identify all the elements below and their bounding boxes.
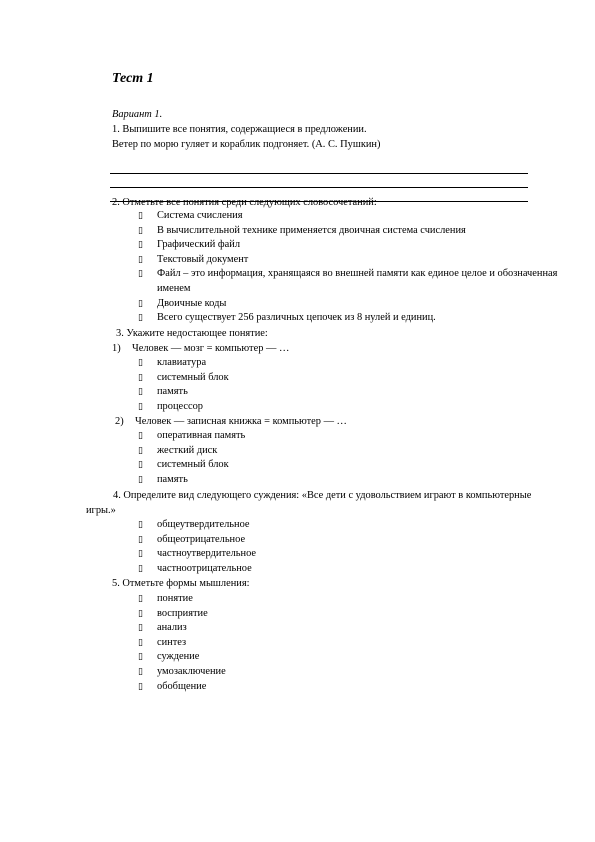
question-3-prompt: 3. Укажите недостающее понятие: [116, 328, 268, 339]
question-3-sub-2 [115, 415, 347, 430]
checkbox-icon: ▯ [138, 563, 143, 574]
option-item: ▯ синтез [138, 636, 558, 651]
question-1-prompt: 1. Выпишите все понятия, содержащиеся в предложении. [112, 124, 367, 135]
checkbox-icon: ▯ [138, 608, 143, 619]
option-item: ▯ оперативная память [138, 429, 558, 444]
option-item: ▯ клавиатура [138, 356, 558, 371]
question-1-quote: Ветер по морю гуляет и кораблик подгоняет. (А. С. Пушкин) [112, 138, 381, 150]
option-item: ▯ частноотрицательное [138, 562, 558, 577]
checkbox-icon: ▯ [138, 211, 143, 221]
question-3-sub-2-options [138, 429, 558, 487]
sub-text: Человек — записная книжка = компьютер — … [135, 416, 347, 427]
checkbox-icon: ▯ [138, 520, 143, 530]
checkbox-icon: ▯ [138, 225, 143, 236]
checkbox-icon: ▯ [138, 431, 143, 441]
checkbox-icon: ▯ [138, 372, 143, 383]
option-item: ▯ процессор [138, 400, 558, 415]
option-item: ▯ Двоичные коды [138, 297, 558, 312]
question-3-sub-1 [112, 342, 289, 357]
option-item: ▯ системный блок [138, 371, 558, 386]
answer-line [110, 174, 528, 188]
option-item: ▯ умозаключение [138, 665, 558, 680]
option-item: ▯ жесткий диск [138, 444, 558, 459]
checkbox-icon: ▯ [138, 666, 143, 677]
option-item: ▯ Файл – это информация, хранящаяся во внешней памяти как единое целое и обозначенная именем [138, 268, 558, 294]
option-item: ▯ память [138, 473, 558, 488]
option-item: ▯ анализ [138, 621, 558, 636]
checkbox-icon: ▯ [138, 637, 143, 648]
question-5-options [138, 592, 558, 694]
question-4-options [138, 518, 558, 576]
checkbox-icon: ▯ [138, 240, 143, 251]
question-1 [112, 123, 532, 152]
checkbox-icon: ▯ [138, 358, 143, 368]
question-2-prompt: 2. Отметьте все понятия среди следующих словосочетаний: [112, 197, 377, 208]
answer-line [110, 160, 528, 174]
question-4-prompt: 4. Определите вид следующего суждения: «Все дети с удовольствием играют в компьютерные игры.» [86, 490, 532, 516]
option-item: ▯ частноутвердительное [138, 547, 558, 562]
option-item: ▯ Текстовый документ [138, 253, 558, 268]
option-item: ▯ Система счисления [138, 209, 558, 224]
checkbox-icon: ▯ [138, 623, 143, 634]
option-item: ▯ память [138, 385, 558, 400]
option-item: ▯ понятие [138, 592, 558, 607]
option-item: ▯ Графический файл [138, 238, 558, 253]
checkbox-icon: ▯ [138, 652, 143, 663]
checkbox-icon: ▯ [138, 681, 143, 692]
option-item: ▯ суждение [138, 650, 558, 665]
checkbox-icon: ▯ [138, 460, 143, 471]
checkbox-icon: ▯ [138, 298, 143, 309]
option-item: ▯ В вычислительной технике применяется двоичная система счисления [138, 224, 558, 239]
variant-label: Вариант 1. [112, 109, 163, 120]
sub-text: Человек — мозг = компьютер — … [132, 343, 290, 354]
option-item: ▯ обобщение [138, 680, 558, 695]
checkbox-icon: ▯ [138, 594, 143, 604]
checkbox-icon: ▯ [138, 445, 143, 456]
checkbox-icon: ▯ [138, 387, 143, 398]
option-item: ▯ общеотрицательное [138, 533, 558, 548]
checkbox-icon: ▯ [138, 534, 143, 545]
page-title: Тест 1 [112, 71, 154, 86]
checkbox-icon: ▯ [138, 269, 143, 280]
question-5-prompt: 5. Отметьте формы мышления: [112, 578, 250, 589]
option-item: ▯ Всего существует 256 различных цепочек из 8 нулей и единиц. [138, 311, 558, 326]
option-item: ▯ общеутвердительное [138, 518, 558, 533]
sub-number: 1) [112, 343, 121, 354]
checkbox-icon: ▯ [138, 401, 143, 412]
checkbox-icon: ▯ [138, 313, 143, 324]
checkbox-icon: ▯ [138, 254, 143, 265]
checkbox-icon: ▯ [138, 549, 143, 560]
option-item: ▯ системный блок [138, 458, 558, 473]
option-item: ▯ восприятие [138, 607, 558, 622]
question-3-sub-1-options [138, 356, 558, 414]
question-2-options [138, 209, 558, 326]
checkbox-icon: ▯ [138, 474, 143, 485]
sub-number: 2) [115, 416, 124, 427]
